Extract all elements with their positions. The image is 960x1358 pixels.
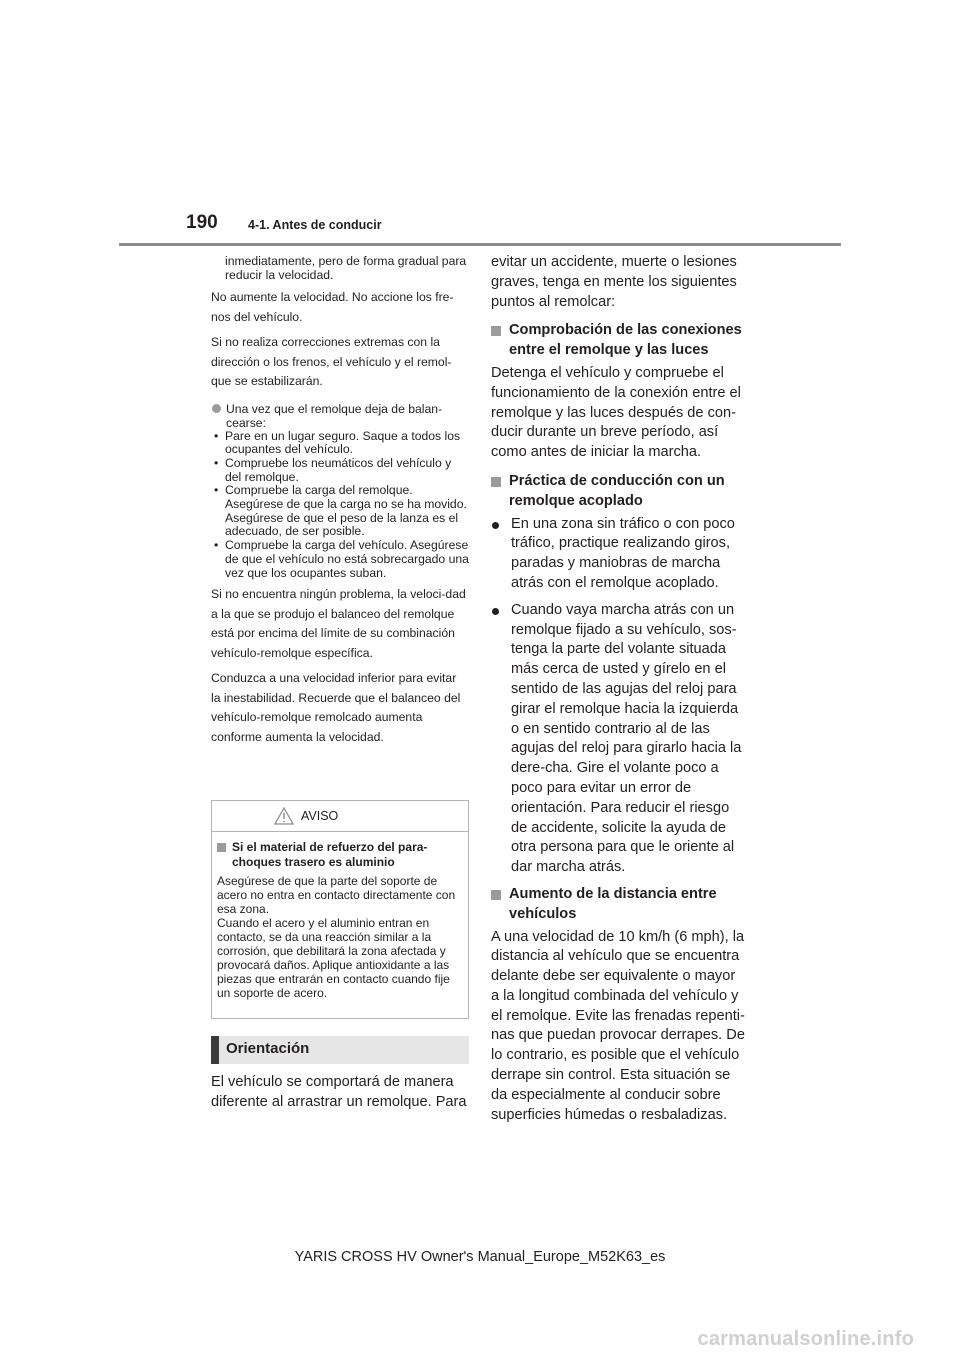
circle-bullet-icon (212, 404, 221, 413)
subheading (491, 885, 745, 925)
paragraph: Detenga el vehículo y compruebe el funcionamiento de la conexión entre el remolque y las luces después de con-ducir durante un breve período, así como antes de iniciar la marcha. (491, 364, 741, 461)
paragraph: Si no realiza correcciones extremas con la dirección o los frenos, el vehículo y el remol-que se estabilizarán. (211, 335, 452, 388)
dot-bullet-icon (492, 522, 499, 529)
watermark: carmanualsonline.info (697, 1328, 914, 1350)
orientacion-heading (211, 1036, 469, 1064)
paragraph: Si no encuentra ningún problema, la veloci-dad a la que se produjo el balanceo del remolque está por encima del límite de su combinación vehículo-remolque específica. (211, 587, 466, 660)
warning-subheading-text: Si el material de refuerzo del para-choques trasero es aluminio (232, 840, 428, 869)
page-number: 190 (186, 212, 218, 233)
paragraph: Conduzca a una velocidad inferior para evitar la inestabilidad. Recuerde que el balanceo del vehículo-remolque remolcado aumenta conforme aumenta la velocidad. (211, 671, 461, 744)
warning-header (212, 801, 468, 832)
subheading-text: Comprobación de las conexiones entre el remolque y las luces (509, 322, 742, 359)
warning-triangle-icon (274, 807, 294, 825)
left-column (211, 254, 469, 753)
subheading-text: Aumento de la distancia entre vehículos (509, 885, 717, 922)
list-item-text: En una zona sin tráfico o con poco tráfico, practique realizando giros, paradas y maniobras de marcha atrás con el remolque acoplado. (511, 515, 735, 591)
list-item (491, 601, 745, 878)
orientacion-title: Orientación (226, 1040, 310, 1057)
continuation-text: inmediatamente, pero de forma gradual para reducir la velocidad. (225, 254, 467, 282)
right-column (491, 253, 745, 1125)
section-title: 4-1. Antes de conducir (248, 218, 382, 232)
warning-subheading (217, 840, 464, 870)
list-item-text: Cuando vaya marcha atrás con un remolque fijado a su vehículo, sos-tenga la parte del volante situada más cerca de usted y gírelo en el sentido de las agujas del reloj para girar el remolque hacia la izquierda o en sentido contrario al de las agujas del reloj para girarlo hacia la dere-cha. Gire el volante poco a poco para evitar un error de orientación. Para reducir el riesgo de accidente, solicite la ayuda de otra persona para que le oriente al dar marcha atrás. (511, 601, 742, 876)
subheading-text: Práctica de conducción con un remolque acoplado (509, 472, 725, 509)
orientacion-text: El vehículo se comportará de manera diferente al arrastrar un remolque. Para (211, 1074, 467, 1110)
square-bullet-icon (491, 890, 501, 900)
subheading (491, 321, 745, 361)
bullet-text: Una vez que el remolque deja de balan-cearse: (226, 401, 443, 430)
footer-text: YARIS CROSS HV Owner's Manual_Europe_M52K63_es (294, 1249, 666, 1265)
list-item: • Compruebe la carga del remolque. Asegúrese de que la carga no se ha movido. Asegúrese de que el peso de la lanza es el adecuado, de ser posible. (211, 484, 469, 539)
warning-title: AVISO (301, 809, 339, 823)
header-rule (119, 243, 841, 246)
square-bullet-icon (491, 477, 501, 487)
paragraph: evitar un accidente, muerte o lesiones graves, tenga en mente los siguientes puntos al remolcar: (491, 254, 737, 310)
list-item: • Pare en un lugar seguro. Saque a todos los ocupantes del vehículo. (211, 430, 469, 457)
list-item: • Compruebe los neumáticos del vehículo y del remolque. (211, 457, 469, 484)
paragraph: No aumente la velocidad. No accione los fre-nos del vehículo. (211, 290, 454, 324)
square-bullet-icon (217, 843, 226, 852)
list-item (491, 515, 745, 594)
bullet-item (211, 402, 469, 430)
warning-body (212, 832, 468, 1000)
paragraph: A una velocidad de 10 km/h (6 mph), la distancia al vehículo que se encuentra delante debe ser equivalente o mayor a la longitud combinada del vehículo y el remolque. Evite las frenadas repenti-nas que puedan provocar derrapes. De lo contrario, es posible que el vehículo derrape sin control. Esta situación se da especialmente al conducir sobre superficies húmedas o resbaladizas. (491, 928, 745, 1123)
dot-bullet-icon (492, 608, 499, 615)
warning-text: Asegúrese de que la parte del soporte de acero no entra en contacto directamente con esa zona. Cuando el acero y el aluminio entran en contacto, se da una reacción similar a la corrosión, que debilitará la zona afectada y provocará daños. Aplique antioxidante a las piezas que entrarán en contacto cuando fije un soporte de acero. (217, 874, 456, 1000)
warning-box (211, 800, 469, 1019)
sub-list (211, 430, 469, 581)
heading-bar (211, 1036, 219, 1064)
list-item: • Compruebe la carga del vehículo. Asegúrese de que el vehículo no está sobrecargado una vez que los ocupantes suban. (211, 539, 469, 580)
subheading (491, 472, 745, 512)
square-bullet-icon (491, 326, 501, 336)
